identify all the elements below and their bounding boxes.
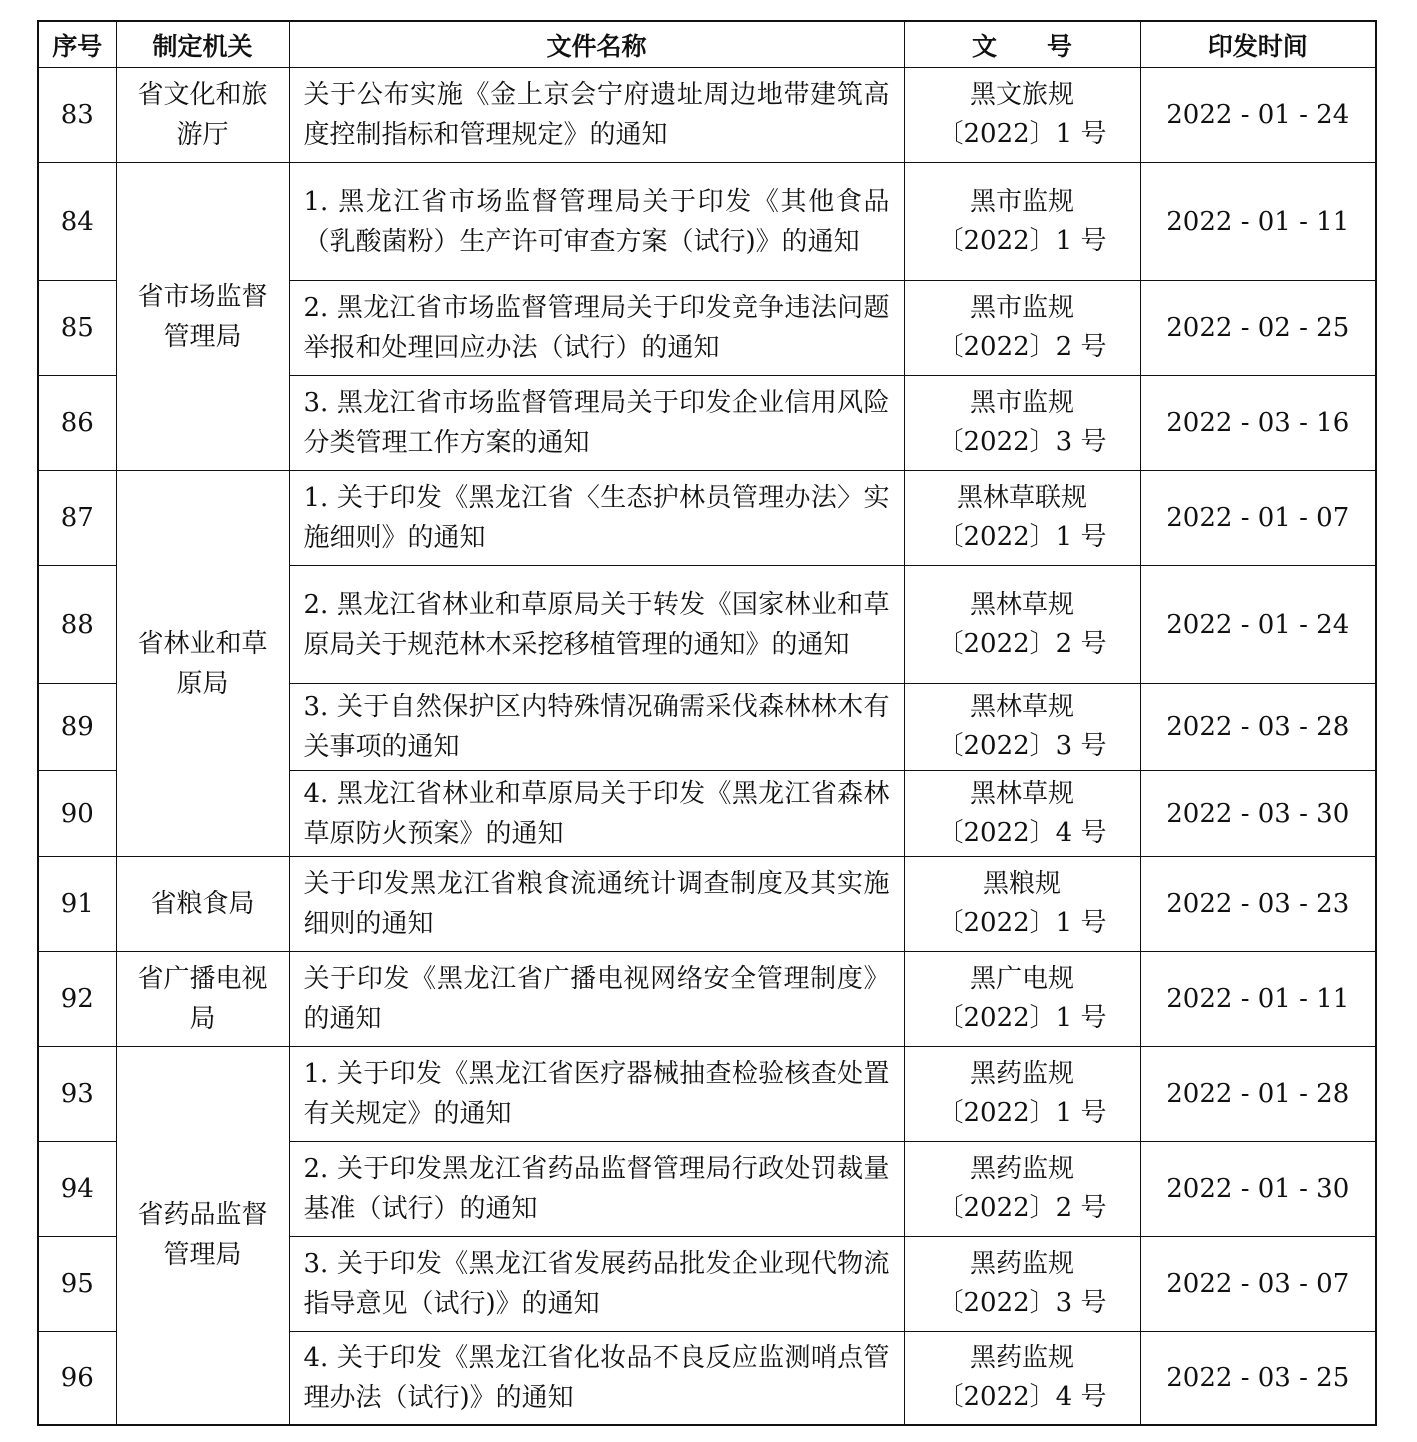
- docno-text: 黑药监规 〔2022〕2 号: [937, 1154, 1107, 1223]
- row-date: 2022 - 03 - 30: [1140, 771, 1376, 857]
- docno-text: 黑药监规 〔2022〕1 号: [937, 1059, 1107, 1128]
- header-docno: 文 号: [904, 21, 1140, 68]
- row-docno: [904, 376, 1140, 471]
- row-date: 2022 - 01 - 24: [1140, 566, 1376, 684]
- row-date: 2022 - 01 - 11: [1140, 163, 1376, 281]
- row-docno: [904, 684, 1140, 771]
- row-title: 4. 黑龙江省林业和草原局关于印发《黑龙江省森林草原防火预案》的通知: [289, 771, 904, 857]
- row-date: 2022 - 03 - 28: [1140, 684, 1376, 771]
- docno-text: 黑市监规 〔2022〕2 号: [937, 293, 1107, 362]
- document-page: [37, 20, 1375, 1426]
- header-seq: 序号: [38, 21, 116, 68]
- org-name: 省广播电视局: [137, 964, 268, 1034]
- row-date: 2022 - 03 - 23: [1140, 857, 1376, 952]
- row-seq: 83: [38, 68, 116, 163]
- row-seq: 85: [38, 281, 116, 376]
- row-date: 2022 - 01 - 11: [1140, 952, 1376, 1047]
- row-seq: 91: [38, 857, 116, 952]
- row-docno: [904, 68, 1140, 163]
- docno-text: 黑市监规 〔2022〕1 号: [937, 186, 1107, 256]
- row-docno: [904, 471, 1140, 566]
- org-cell: [116, 68, 289, 163]
- header-date: 印发时间: [1140, 21, 1376, 68]
- row-docno: [904, 857, 1140, 952]
- row-title: 2. 黑龙江省市场监督管理局关于印发竞争违法问题举报和处理回应办法（试行）的通知: [289, 281, 904, 376]
- docno-text: 黑文旅规 〔2022〕1 号: [937, 80, 1107, 149]
- docno-text: 黑林草规 〔2022〕4 号: [937, 778, 1107, 848]
- row-docno: [904, 771, 1140, 857]
- row-title: 2. 关于印发黑龙江省药品监督管理局行政处罚裁量基准（试行）的通知: [289, 1142, 904, 1237]
- org-name: 省药品监督管理局: [137, 1200, 268, 1271]
- row-title: 3. 关于印发《黑龙江省发展药品批发企业现代物流指导意见（试行)》的通知: [289, 1237, 904, 1332]
- org-cell: [116, 163, 289, 471]
- table-row: [38, 1047, 1376, 1142]
- row-title: 4. 关于印发《黑龙江省化妆品不良反应监测哨点管理办法（试行)》的通知: [289, 1332, 904, 1425]
- row-docno: [904, 952, 1140, 1047]
- table-row: [38, 857, 1376, 952]
- row-seq: 90: [38, 771, 116, 857]
- row-date: 2022 - 03 - 16: [1140, 376, 1376, 471]
- row-docno: [904, 163, 1140, 281]
- row-title: 3. 黑龙江省市场监督管理局关于印发企业信用风险分类管理工作方案的通知: [289, 376, 904, 471]
- row-date: 2022 - 01 - 07: [1140, 471, 1376, 566]
- row-title: 1. 黑龙江省市场监督管理局关于印发《其他食品（乳酸菌粉）生产许可审查方案（试行)》的通知: [289, 163, 904, 281]
- docno-text: 黑林草规 〔2022〕2 号: [937, 589, 1107, 659]
- docno-text: 黑市监规 〔2022〕3 号: [937, 388, 1107, 457]
- org-name: 省市场监督管理局: [137, 281, 268, 352]
- row-docno: [904, 1237, 1140, 1332]
- header-org: 制定机关: [116, 21, 289, 68]
- table-row: [38, 471, 1376, 566]
- row-title: 1. 关于印发《黑龙江省〈生态护林员管理办法〉实施细则》的通知: [289, 471, 904, 566]
- docno-text: 黑粮规 〔2022〕1 号: [937, 869, 1107, 938]
- docno-text: 黑药监规 〔2022〕3 号: [937, 1249, 1107, 1318]
- row-date: 2022 - 01 - 28: [1140, 1047, 1376, 1142]
- row-seq: 96: [38, 1332, 116, 1425]
- table-row: [38, 163, 1376, 281]
- row-docno: [904, 566, 1140, 684]
- row-title: 2. 黑龙江省林业和草原局关于转发《国家林业和草原局关于规范林木采挖移植管理的通知》的通知: [289, 566, 904, 684]
- row-seq: 84: [38, 163, 116, 281]
- docno-text: 黑林草规 〔2022〕3 号: [937, 692, 1107, 761]
- org-name: 省文化和旅游厅: [137, 80, 268, 150]
- org-name: 省粮食局: [150, 889, 255, 919]
- row-seq: 92: [38, 952, 116, 1047]
- row-date: 2022 - 02 - 25: [1140, 281, 1376, 376]
- row-seq: 95: [38, 1237, 116, 1332]
- row-seq: 88: [38, 566, 116, 684]
- row-title: 关于印发《黑龙江省广播电视网络安全管理制度》的通知: [289, 952, 904, 1047]
- org-cell: [116, 1047, 289, 1425]
- row-title: 1. 关于印发《黑龙江省医疗器械抽查检验核查处置有关规定》的通知: [289, 1047, 904, 1142]
- table-row: [38, 68, 1376, 163]
- org-name: 省林业和草原局: [137, 628, 268, 699]
- org-cell: [116, 471, 289, 857]
- row-date: 2022 - 03 - 25: [1140, 1332, 1376, 1425]
- row-date: 2022 - 03 - 07: [1140, 1237, 1376, 1332]
- docno-text: 黑药监规 〔2022〕4 号: [937, 1342, 1107, 1412]
- org-cell: [116, 952, 289, 1047]
- row-seq: 94: [38, 1142, 116, 1237]
- header-row: [38, 21, 1376, 68]
- org-cell: [116, 857, 289, 952]
- row-seq: 93: [38, 1047, 116, 1142]
- row-seq: 87: [38, 471, 116, 566]
- docno-text: 黑林草联规 〔2022〕1 号: [937, 483, 1107, 552]
- row-title: 3. 关于自然保护区内特殊情况确需采伐森林林木有关事项的通知: [289, 684, 904, 771]
- row-date: 2022 - 01 - 30: [1140, 1142, 1376, 1237]
- row-seq: 86: [38, 376, 116, 471]
- row-title: 关于印发黑龙江省粮食流通统计调查制度及其实施细则的通知: [289, 857, 904, 952]
- header-title: 文件名称: [289, 21, 904, 68]
- docno-text: 黑广电规 〔2022〕1 号: [937, 964, 1107, 1033]
- row-docno: [904, 1332, 1140, 1425]
- row-title: 关于公布实施《金上京会宁府遗址周边地带建筑高度控制指标和管理规定》的通知: [289, 68, 904, 163]
- row-docno: [904, 1142, 1140, 1237]
- row-seq: 89: [38, 684, 116, 771]
- regulation-table: [37, 20, 1377, 1426]
- row-docno: [904, 1047, 1140, 1142]
- row-docno: [904, 281, 1140, 376]
- table-row: [38, 952, 1376, 1047]
- row-date: 2022 - 01 - 24: [1140, 68, 1376, 163]
